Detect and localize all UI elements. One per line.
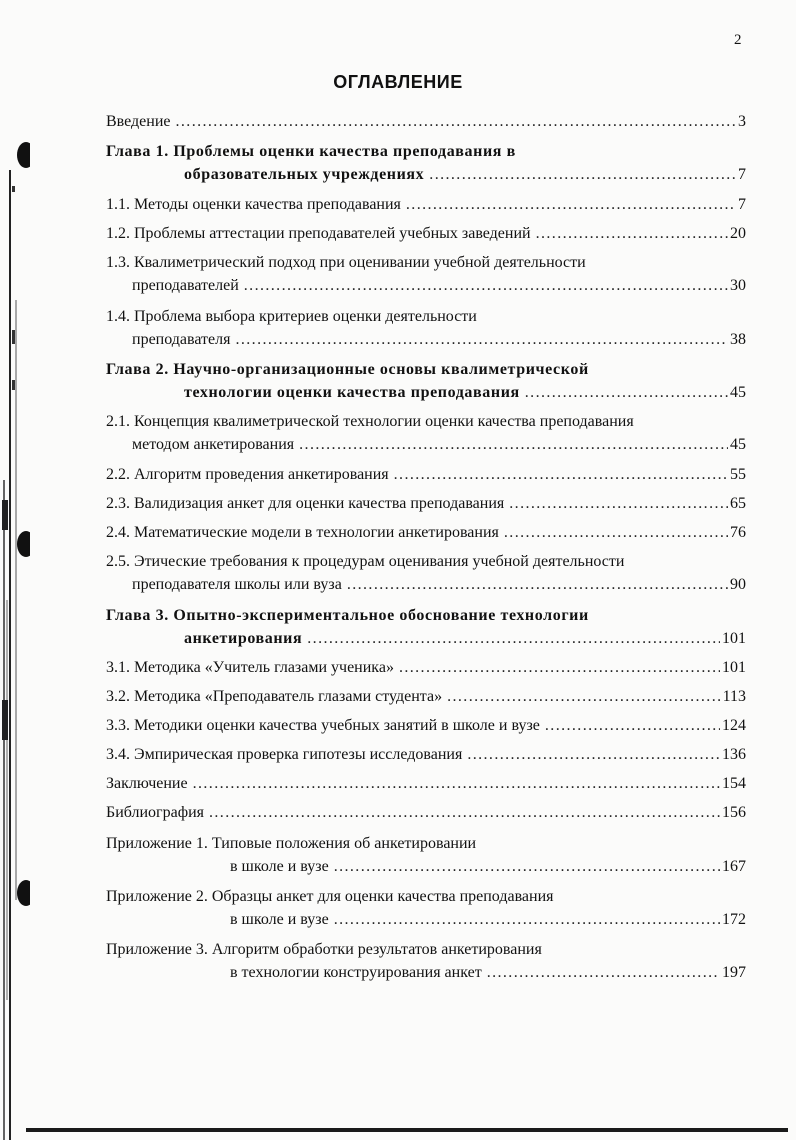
- toc-item: [106, 714, 746, 737]
- toc-leader-dots: [334, 855, 720, 878]
- toc-entry-text: 2.3. Валидизация анкет для оценки качества преподавания: [106, 495, 505, 512]
- toc-page-number: 7: [738, 196, 746, 213]
- toc-page-number: 45: [730, 384, 746, 401]
- toc-item: [106, 463, 746, 486]
- toc-page-number: 7: [738, 166, 746, 183]
- toc-entry-text: преподавателей: [132, 277, 239, 294]
- toc-page-number: 197: [722, 964, 746, 981]
- toc-page-number: 124: [722, 717, 746, 734]
- toc-entry-text: образовательных учреждениях: [184, 166, 425, 183]
- toc-entry-text: Глава 1. Проблемы оценки качества преподавания в: [106, 143, 516, 160]
- toc-entry-text: Приложение 3. Алгоритм обработки результатов анкетирования: [106, 941, 542, 958]
- toc-leader-dots: [209, 801, 720, 824]
- toc-leader-dots: [504, 521, 728, 544]
- toc-appendix: [106, 938, 746, 984]
- toc-chapter: [106, 358, 746, 404]
- toc-page-number: 136: [722, 746, 746, 763]
- toc-page-number: 167: [722, 858, 746, 875]
- toc-page-number: 113: [722, 688, 746, 705]
- bottom-rule: [26, 1128, 788, 1132]
- page-number: 2: [734, 32, 742, 48]
- toc-item: [106, 492, 746, 515]
- toc-entry-text: в технологии конструирования анкет: [230, 964, 482, 981]
- toc-leader-dots: [399, 656, 720, 679]
- toc-item: [106, 656, 746, 679]
- toc-entry-text: 1.3. Квалиметрический подход при оценивании учебной деятельности: [106, 254, 586, 271]
- page-title: ОГЛАВЛЕНИЕ: [333, 72, 463, 92]
- toc-item: [106, 110, 746, 133]
- toc-leader-dots: [447, 685, 721, 708]
- toc-entry-text: в школе и вузе: [230, 858, 329, 875]
- toc-item: [106, 410, 746, 456]
- toc-page-number: 172: [722, 911, 746, 928]
- toc-entry-text: преподавателя: [132, 331, 231, 348]
- toc-leader-dots: [193, 772, 720, 795]
- toc-entry-text: 3.2. Методика «Преподаватель глазами студента»: [106, 688, 443, 705]
- toc-leader-dots: [545, 714, 720, 737]
- toc-entry-text: Приложение 2. Образцы анкет для оценки качества преподавания: [106, 888, 554, 905]
- toc-entry-text: Приложение 1. Типовые положения об анкетировании: [106, 835, 477, 852]
- toc-item: [106, 685, 746, 708]
- toc-leader-dots: [429, 163, 736, 186]
- toc-page-number: 101: [722, 630, 746, 647]
- toc-item: [106, 305, 746, 351]
- toc-chapter: [106, 604, 746, 650]
- toc-page-number: 76: [730, 524, 746, 541]
- toc-page-number: 45: [730, 436, 746, 453]
- toc-entry-text: 2.5. Этические требования к процедурам оценивания учебной деятельности: [106, 553, 625, 570]
- toc-leader-dots: [299, 433, 728, 456]
- toc-entry-text: 1.4. Проблема выбора критериев оценки деятельности: [106, 308, 477, 325]
- toc-leader-dots: [487, 961, 720, 984]
- toc-item: [106, 222, 746, 245]
- toc-page-number: 65: [730, 495, 746, 512]
- toc-item: [106, 251, 746, 297]
- toc-page-number: 156: [722, 804, 746, 821]
- toc-leader-dots: [509, 492, 728, 515]
- toc-page-number: 3: [738, 113, 746, 130]
- toc-item: [106, 521, 746, 544]
- toc-leader-dots: [467, 743, 720, 766]
- toc-leader-dots: [176, 110, 737, 133]
- toc-item: [106, 743, 746, 766]
- toc-leader-dots: [394, 463, 728, 486]
- toc-entry-text: 1.2. Проблемы аттестации преподавателей учебных заведений: [106, 225, 531, 242]
- toc-leader-dots: [244, 274, 728, 297]
- toc-entry-text: анкетирования: [184, 630, 303, 647]
- toc-page-number: 20: [730, 225, 746, 242]
- toc-item: [106, 193, 746, 216]
- toc-item: [106, 550, 746, 596]
- toc-entry-text: Глава 2. Научно-организационные основы квалиметрической: [106, 361, 589, 378]
- toc-appendix: [106, 885, 746, 931]
- toc-appendix: [106, 832, 746, 878]
- toc-entry-text: 1.1. Методы оценки качества преподавания: [106, 196, 401, 213]
- binding-edge-marks: [0, 0, 30, 1140]
- toc-entry-text: методом анкетирования: [132, 436, 295, 453]
- toc-entry-text: преподавателя школы или вуза: [132, 576, 342, 593]
- toc-leader-dots: [536, 222, 728, 245]
- toc-page-number: 55: [730, 466, 746, 483]
- toc-entry-text: 3.4. Эмпирическая проверка гипотезы исследования: [106, 746, 463, 763]
- toc-entry-text: 2.2. Алгоритм проведения анкетирования: [106, 466, 389, 483]
- toc-page-number: 30: [730, 277, 746, 294]
- toc-entry-text: Введение: [106, 113, 171, 130]
- toc-leader-dots: [347, 573, 728, 596]
- toc-entry-text: технологии оценки качества преподавания: [184, 384, 520, 401]
- toc-entry-text: в школе и вузе: [230, 911, 329, 928]
- toc-entry-text: Глава 3. Опытно-экспериментальное обоснование технологии: [106, 607, 589, 624]
- toc-leader-dots: [307, 627, 720, 650]
- toc-entry-text: 3.1. Методика «Учитель глазами ученика»: [106, 659, 394, 676]
- toc-page-number: 90: [730, 576, 746, 593]
- toc-entry-text: Библиография: [106, 804, 204, 821]
- toc-item: [106, 772, 746, 795]
- toc-page-number: 101: [722, 659, 746, 676]
- toc-entry-text: 2.4. Математические модели в технологии анкетирования: [106, 524, 499, 541]
- toc-chapter: [106, 140, 746, 186]
- toc-page-number: 38: [730, 331, 746, 348]
- toc-entry-text: Заключение: [106, 775, 188, 792]
- toc-leader-dots: [406, 193, 736, 216]
- toc-leader-dots: [525, 381, 728, 404]
- toc-entry-text: 3.3. Методики оценки качества учебных занятий в школе и вузе: [106, 717, 540, 734]
- toc-leader-dots: [334, 908, 720, 931]
- toc-entry-text: 2.1. Концепция квалиметрической технологии оценки качества преподавания: [106, 413, 634, 430]
- toc-page-number: 154: [722, 775, 746, 792]
- toc-leader-dots: [235, 328, 728, 351]
- toc-item: [106, 801, 746, 824]
